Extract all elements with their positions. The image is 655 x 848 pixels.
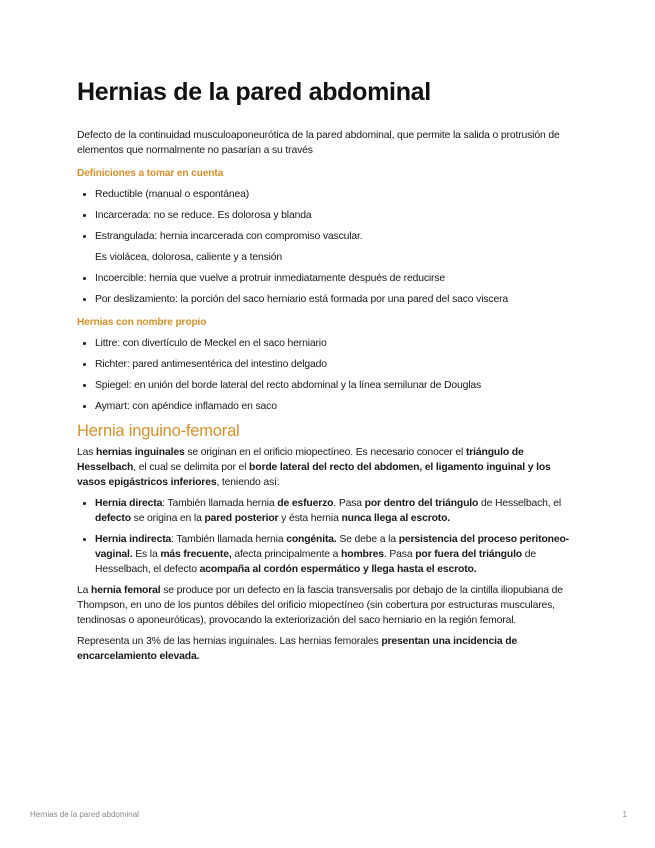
page-title: Hernias de la pared abdominal bbox=[77, 78, 431, 106]
list-item: • Incoercible: hernia que vuelve a protruir inmediatamente después de reducirse bbox=[95, 271, 582, 286]
text-run: afecta principalmente a bbox=[231, 549, 342, 560]
bold-run: triángulo de Hesselbach bbox=[77, 447, 524, 473]
intro-paragraph: Defecto de la continuidad musculoaponeurótica de la pared abdominal, que permite la salida o protrusión de elementos que normalmente no pasarían a su través bbox=[77, 130, 560, 156]
bold-run: más frecuente, bbox=[160, 549, 232, 560]
footer-title: Hernias de la pared abdominal bbox=[30, 810, 139, 819]
bold-run: hombres bbox=[341, 549, 384, 560]
text-run: Las bbox=[77, 447, 97, 458]
bold-run: acompaña al cordón espermático y llega hasta el escroto. bbox=[199, 564, 477, 575]
inguinal-types-list bbox=[77, 496, 582, 577]
text-run: Representa un 3% de las hernias inguinales. Las hernias femorales bbox=[77, 636, 382, 647]
text-run: . Pasa bbox=[333, 498, 365, 509]
bold-run: hernia femoral bbox=[91, 585, 161, 596]
text-run: y ésta hernia bbox=[278, 513, 342, 524]
page-number: 1 bbox=[622, 810, 627, 819]
bold-run: hernias inguinales bbox=[96, 447, 185, 458]
bold-run: de esfuerzo bbox=[277, 498, 334, 509]
text-run: de Hesselbach, el bbox=[478, 498, 562, 509]
bold-run: pared posterior bbox=[204, 513, 279, 524]
list-item-continuation: Es violácea, dolorosa, caliente y a tensión bbox=[95, 252, 283, 263]
text-run: : También llamada hernia bbox=[171, 534, 287, 545]
bold-run: borde lateral del recto del abdomen, el ligamento inguinal y los vasos epigástricos inferiores bbox=[77, 462, 551, 488]
bold-run: Hernia indirecta bbox=[95, 534, 172, 545]
bold-run: persistencia del proceso peritoneo-vaginal. bbox=[95, 534, 569, 560]
list-item: • Por deslizamiento: la porción del saco herniario está formada por una pared del saco viscera bbox=[95, 292, 582, 307]
indirect-hernia-item bbox=[95, 532, 582, 577]
named-hernias-list bbox=[77, 336, 582, 414]
text-run: Es la bbox=[132, 549, 161, 560]
text-run: se originan en el orificio miopectíneo. Es necesario conocer el bbox=[184, 447, 466, 458]
definitions-heading: Definiciones a tomar en cuenta bbox=[77, 168, 224, 179]
list-item: • Incarcerada: no se reduce. Es dolorosa y blanda bbox=[95, 208, 582, 223]
bold-run: por fuera del triángulo bbox=[415, 549, 523, 560]
definitions-list bbox=[77, 187, 582, 307]
bold-run: por dentro del triángulo bbox=[364, 498, 479, 509]
direct-hernia-item bbox=[95, 496, 582, 526]
list-item: • Aymart: con apéndice inflamado en saco bbox=[95, 399, 582, 414]
text-run: . Pasa bbox=[383, 549, 416, 560]
text-run: de Hesselbach, el defecto bbox=[95, 549, 537, 575]
text-run: , el cual se delimita por el bbox=[133, 462, 250, 473]
incidence-paragraph bbox=[77, 634, 582, 664]
text-run: se origina en la bbox=[130, 513, 205, 524]
list-item: • Reductible (manual o espontánea) bbox=[95, 187, 582, 202]
text-run: Se debe a la bbox=[336, 534, 399, 545]
list-item: • Littre: con divertículo de Meckel en el saco herniario bbox=[95, 336, 582, 351]
bold-run: presentan una incidencia de encarcelamiento elevada. bbox=[77, 636, 518, 662]
text-run: La bbox=[77, 585, 91, 596]
inguinal-paragraph bbox=[77, 445, 582, 490]
list-item: • Spiegel: en unión del borde lateral del recto abdominal y la línea semilunar de Douglas bbox=[95, 378, 582, 393]
text-run: , teniendo así: bbox=[216, 477, 280, 488]
bold-run: defecto bbox=[95, 513, 131, 524]
named-hernias-heading: Hernias con nombre propio bbox=[77, 317, 207, 328]
bold-run: Hernia directa bbox=[95, 498, 163, 509]
text-run: se produce por un defecto en la fascia transversalis por debajo de la cintilla iliopubiana de Thompson, en uno de los puntos débiles del orificio miopectíneo (sin cobertura por estructuras musculares, tendinosas o aponeuróticas), provocando la exteriorización del saco herniario en la región femoral. bbox=[77, 585, 563, 626]
bold-run: nunca llega al escroto. bbox=[341, 513, 451, 524]
document-body bbox=[77, 128, 582, 670]
list-item: • Estrangulada: hernia incarcerada con compromiso vascular. bbox=[95, 229, 582, 244]
section-heading: Hernia inguino-femoral bbox=[77, 422, 240, 440]
bold-run: congénita. bbox=[286, 534, 337, 545]
femoral-paragraph bbox=[77, 583, 582, 628]
list-item: • Richter: pared antimesentérica del intestino delgado bbox=[95, 357, 582, 372]
text-run: : También llamada hernia bbox=[162, 498, 278, 509]
